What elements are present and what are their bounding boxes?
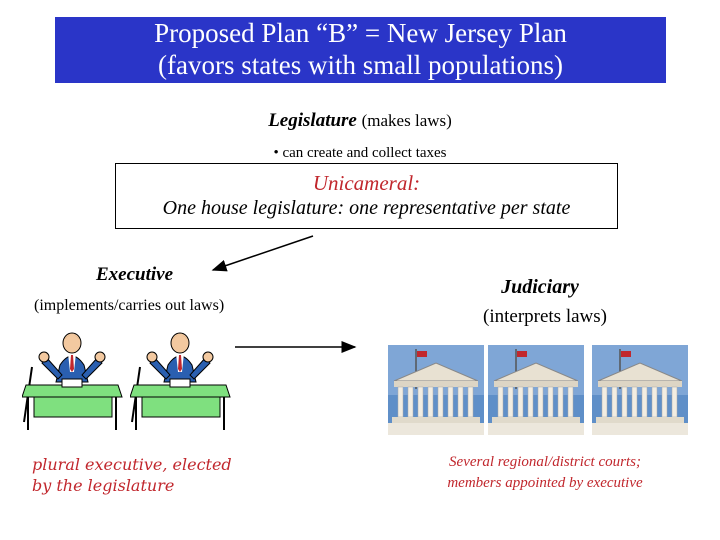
judiciary-heading: Judiciary [501, 276, 579, 298]
judiciary-description: (interprets laws) [483, 306, 607, 327]
legislature-bullet: • can create and collect taxes [273, 145, 447, 161]
unicameral-title: Unicameral: [312, 171, 421, 195]
unicameral-description: One house legislature: one representative per state [162, 197, 571, 219]
judiciary-caption-line-1: Several regional/district courts; [449, 454, 641, 470]
official-at-desk-icon [22, 327, 124, 432]
judiciary-caption [410, 452, 680, 494]
executive-caption [32, 454, 232, 496]
legislature-note: (makes laws) [361, 111, 452, 130]
executive-description: (implements/carries out laws) [34, 297, 225, 314]
supreme-court-building-icon [592, 345, 688, 435]
judiciary-caption-line-2: members appointed by executive [447, 475, 643, 491]
supreme-court-building-icon [488, 345, 584, 435]
official-at-desk-icon [130, 327, 232, 432]
supreme-court-building-icon [388, 345, 484, 435]
title-line-2: (favors states with small populations) [158, 50, 563, 80]
executive-caption-line-1: plural executive, elected [32, 455, 232, 474]
executive-caption-line-2: by the legislature [32, 476, 175, 495]
legislature-title: Legislature [268, 110, 357, 131]
executive-heading: Executive [96, 264, 174, 285]
title-line-1: Proposed Plan “B” = New Jersey Plan [154, 18, 567, 48]
legislature-to-executive-arrow [213, 236, 313, 270]
